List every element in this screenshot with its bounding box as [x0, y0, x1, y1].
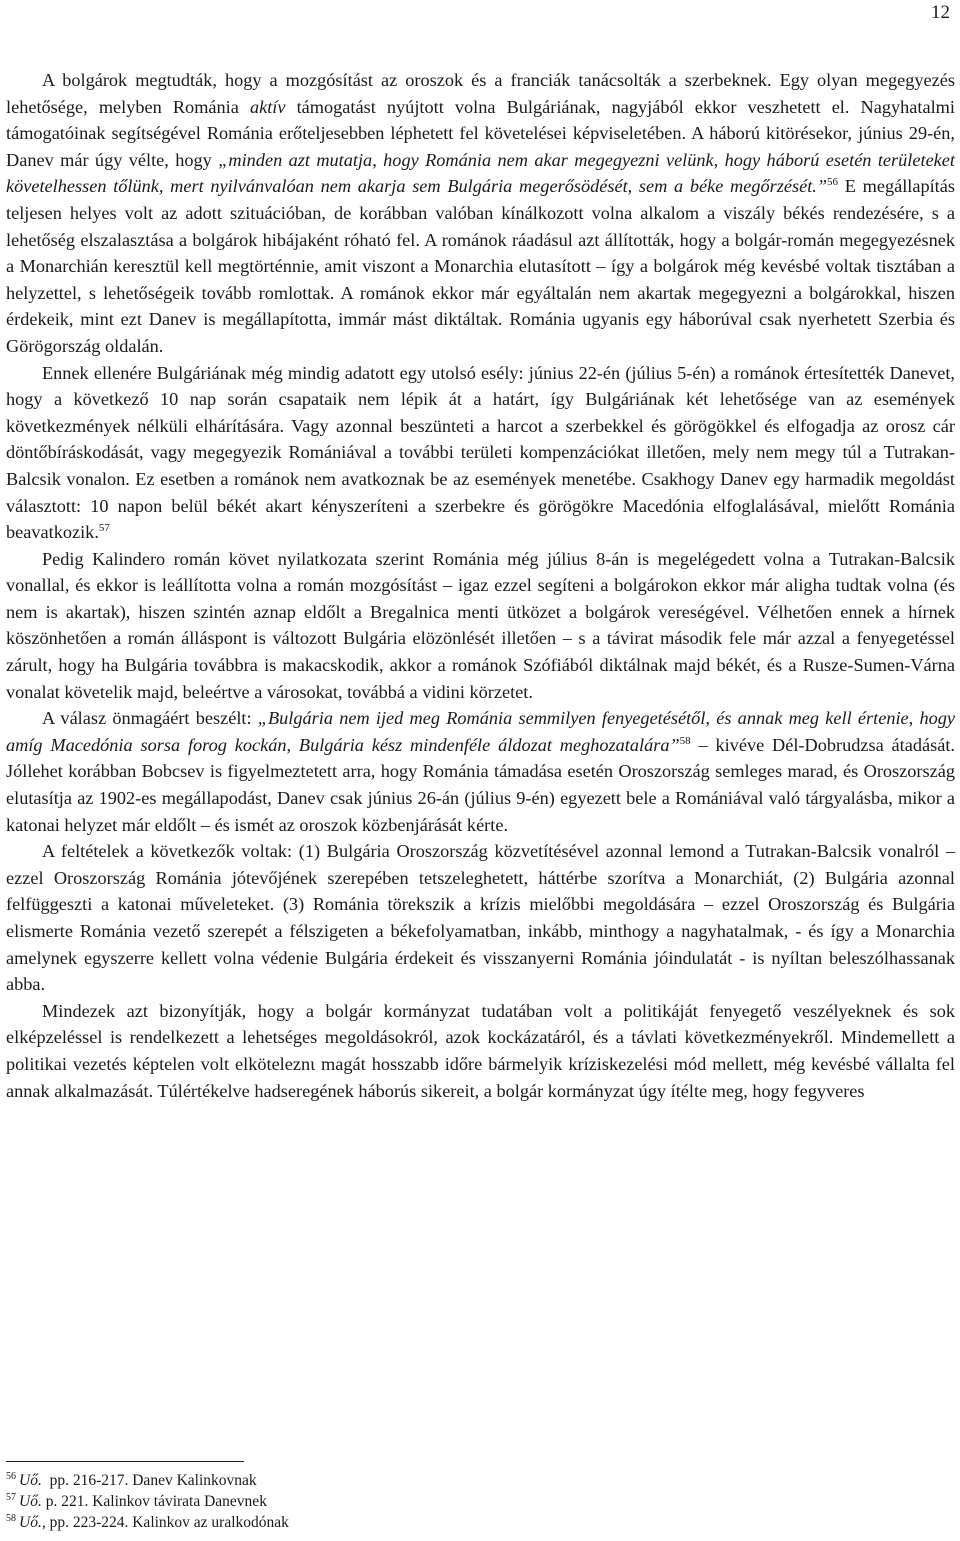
paragraph [6, 546, 955, 706]
text-segment: Pedig Kalindero román követ nyilatkozata szerint Románia még július 8-án is megelégedett volna a Tutrakan-Balcsik vonallal, és ekkor is leállította volna a román mozgósítást – igaz ezzel segíteni a bolgárokon ekkor már aligha tudtak volna (és nem is akartak), hiszen szintén aznap eldőlt a Bregalnica menti ütközet a bolgárok vereségével. Vélhetően ennek a hírnek köszönhetően a román álláspont is változott Bulgária elözönlését illetően – s a távirat második fele már azzal a fenyegetéssel zárult, hogy ha Bulgária továbbra is makacskodik, akkor a románok Szófiából diktálnak majd békét, és a Rusze-Sumen-Várna vonalat követelik majd, beleértve a városokat, továbbá a vidini körzetet. [6, 548, 955, 702]
footnote-reference: 57 [98, 522, 110, 535]
paragraph [6, 360, 955, 546]
italic-text: „Bulgária nem ijed meg Románia semmilyen fenyegetésétől, és annak meg kell értenie, hogy amíg Macedónia sorsa forog kockán, Bulgária kész mindenféle áldozat meghozatalára” [6, 708, 955, 755]
footnotes [6, 1470, 946, 1533]
italic-text: aktív [249, 96, 286, 117]
footnote-reference: 58 [679, 734, 691, 747]
text-segment: Mindezek azt bizonyítják, hogy a bolgár kormányzat tudatában volt a politikáját fenyegető veszélyeknek és sok elképzeléssel is rendelkezett a lehetséges megoldásokról, azok kockázatáról, és a távlati következményekről. Mindemellett a politikai vezetés képtelen volt elköteleznι magát hosszabb időre bármelyik kríziskezelési mód mellett, még kevésbé vállalta fel annak alkalmazását. Túlértékelve hadseregének háborús sikereit, a bolgár kormányzat úgy ítélte meg, hogy fegyveres [6, 1000, 955, 1101]
footnote [6, 1512, 946, 1533]
footnote [6, 1491, 946, 1512]
footnote-text: pp. 216-217. Danev Kalinkovnak [41, 1472, 257, 1489]
italic-text: „minden azt mutatja, hogy Románia nem akar megegyezni velünk, hogy háború esetén területeket követelhessen tőlünk, mert nyilvánvalóan nem akarja sem Bulgária megerősödését, sem a béke megőrzését.” [6, 149, 955, 197]
paragraph [6, 67, 955, 360]
footnote-number: 58 [6, 1513, 16, 1524]
footnote-reference: 56 [827, 176, 839, 189]
text-segment: A feltételek a következők voltak: (1) Bulgária Oroszország közvetítésével azonnal lemond a Tutrakan-Balcsik vonalról – ezzel Oroszország Románia jótevőjének szerepében tetszeleghetett, háttérbe szorítva a Monarchiát, (2) Bulgária azonnal felfüggeszti a katonai műveleteket. (3) Románia törekszik a krízis mielőbbi megoldására – ezzel Oroszország és Bulgária elismerte Románia vezető szerepét a félszigeten a békefolyamatban, inkább, minthogy a nagyhatalmak, - és így a Monarchia amelynek egyszerre kellett volna védenie Bulgária érdekeit és visszanyerni Románia jóindulatát - is nyíltan beleszólhassanak abba. [6, 841, 955, 995]
text-segment: A bolgárok megtudták, hogy a mozgósítást az oroszok és a franciák tanácsolták a szerbeknek. Egy olyan megegyezés lehetősége, melyben Románia [6, 70, 955, 117]
text-segment: támogatást nyújtott volna Bulgáriának, nagyjából ekkor veszhetett el. Nagyhatalmi támogatóinak segítségével Románia erőteljesebben léphetett fel követelései képviseletében. A háború kitörésekor, június 29-én, Danev már úgy vélte, hogy [6, 96, 955, 170]
footnote [6, 1470, 946, 1491]
footnote-source: Uő. [19, 1493, 42, 1510]
footnote-divider [6, 1461, 244, 1462]
footnote-text: p. 221. Kalinkov távirata Danevnek [41, 1493, 267, 1510]
text-segment: Ennek ellenére Bulgáriának még mindig adatott egy utolsó esély: június 22-én (július 5-én) a románok értesítették Danevet, hogy a következő 10 nap során csapataik nem lépik át a határt, így Bulgáriának két lehetősége van az események következmények nélküli elhárítására. Vagy azonnal beszünteti a harcot a szerbekkel és görögökkel és elfogadja az orosz cár döntőbíráskodását, vagy megegyezik Romániával a további területi kompenzációkat illetően, mely nem megy túl a Tutrakan-Balcsik vonalon. Ez esetben a románok nem avatkoznak be az események menetébe. Csakhogy Danev egy harmadik megoldást választott: 10 napon belül békét akart kényszeríteni a szerbekre és görögökre Macedónia elfoglalásával, mielőtt Románia beavatkozik. [6, 362, 955, 543]
paragraph [6, 705, 955, 838]
paragraph [6, 838, 955, 998]
footnote-text: pp. 223-224. Kalinkov az uralkodónak [45, 1514, 289, 1531]
page-number: 12 [931, 2, 950, 23]
footnote-source: Uő. [19, 1472, 42, 1489]
text-segment: A válasz önmagáért beszélt: [42, 708, 258, 729]
text-segment: E megállapítás teljesen helyes volt az adott szituációban, de korábban valóban kínálkozott volna alkalom a viszály békés rendezésére, s a lehetőség elszalasztása a bolgárok hibájaként róható fel. A románok ráadásul azt állították, hogy a bolgár-román megegyezésnek a Monarchián keresztül kell megtörténnie, amit viszont a Monarchia elutasított – így a bolgárok még kevésbé voltak tisztában a helyzettel, s lehetőségeik tovább romlottak. A románok ekkor már egyáltalán nem akartak megegyezni a bolgárokkal, hiszen érdekeik, mint ezt Danev is megállapította, immár mást diktáltak. Románia ugyanis egy háborúval csak nyerhetett Szerbia és Görögország oldalán. [6, 176, 955, 356]
footnote-number: 56 [6, 1471, 16, 1482]
footnote-source: Uő., [19, 1514, 46, 1531]
footnote-number: 57 [6, 1492, 16, 1503]
body-text [6, 67, 955, 1104]
text-segment: – kivéve Dél-Dobrudzsa átadását. Jóllehet korábban Bobcsev is figyelmeztetett arra, hogy Románia támadása esetén Oroszország semleges marad, és Oroszország elutasítja az 1902-es megállapodást, Danev csak június 26-án (július 9-én) egyezett bele a Romániával való tárgyalásba, mikor a katonai helyzet már eldőlt – és ismét az oroszok közbenjárását kérte. [6, 734, 955, 835]
paragraph [6, 998, 955, 1104]
